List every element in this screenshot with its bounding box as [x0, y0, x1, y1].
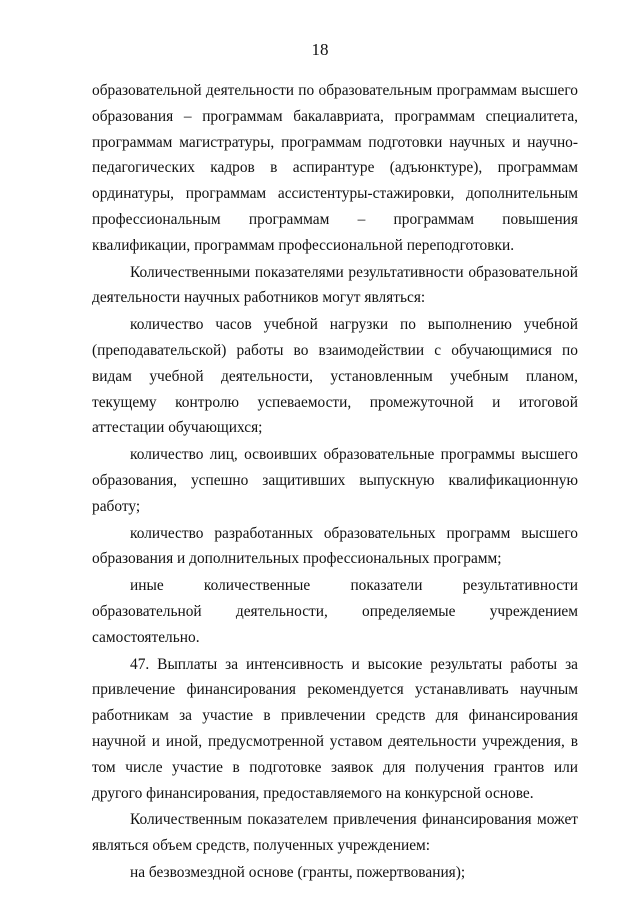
- paragraph-graduates-count: количество лиц, освоивших образовательные программы высшего образования, успешно защитивших выпускную квалификационную работу;: [92, 446, 578, 515]
- paragraph-other-indicators: иные количественные показатели результативности образовательной деятельности, определяемые учреждением самостоятельно.: [92, 577, 578, 646]
- paragraph-funding-indicator: Количественным показателем привлечения финансирования может являться объем средств, полученных учреждением:: [92, 811, 578, 855]
- paragraph-developed-programs: количество разработанных образовательных программ высшего образования и дополнительных профессиональных программ;: [92, 524, 578, 568]
- document-body: [92, 78, 578, 886]
- paragraph-gratuitous-basis: на безвозмездной основе (гранты, пожертвования);: [130, 863, 466, 881]
- paragraph-item-47: 47. Выплаты за интенсивность и высокие результаты работы за привлечение финансирования рекомендуется устанавливать научным работникам за участие в привлечении средств для финансирования научной и иной, предусмотренной уставом деятельности учреждения, в том числе участие в подготовке заявок для получения грантов или другого финансирования, предоставляемого на конкурсной основе.: [92, 655, 578, 802]
- paragraph-continuation: образовательной деятельности по образовательным программам высшего образования – программам бакалавриата, программам специалитета, программам магистратуры, программам подготовки научных и научно-педагогических кадров в аспирантуре (адъюнктуре), программам ординатуры, программам ассистентуры-стажировки, дополнительным профессиональным программам – программам повышения квалификации, программам профессиональной переподготовки.: [92, 82, 578, 254]
- paragraph-quantitative-indicators-intro: Количественными показателями результативности образовательной деятельности научных работников могут являться:: [92, 263, 578, 307]
- paragraph-teaching-hours: количество часов учебной нагрузки по выполнению учебной (преподавательской) работы во взаимодействии с обучающимися по видам учебной деятельности, установленным учебным планом, текущему контролю успеваемости, промежуточной и итоговой аттестации обучающихся;: [92, 316, 578, 437]
- page-number: 18: [311, 40, 329, 59]
